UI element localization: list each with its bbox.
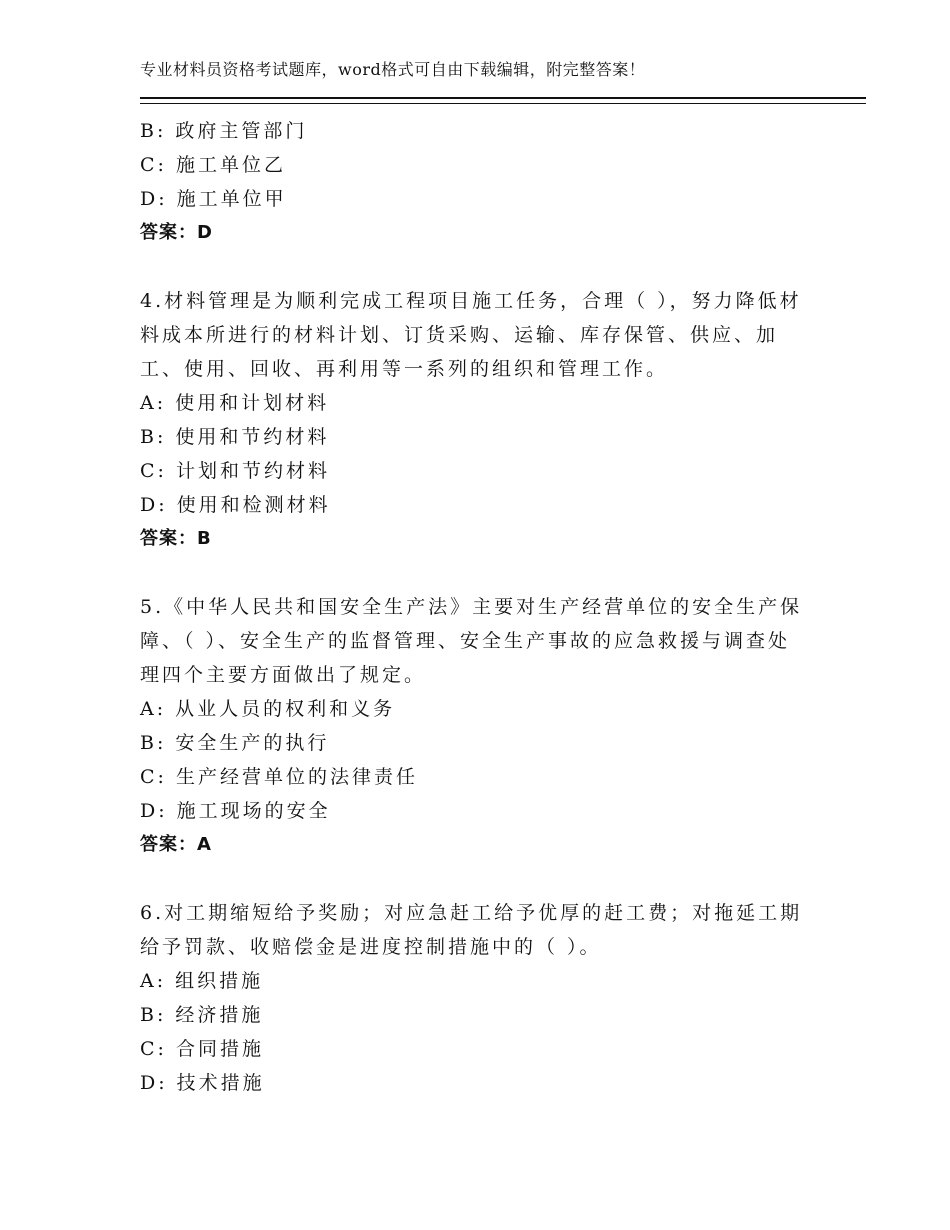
option-b: B: 使用和节约材料 [140, 426, 330, 448]
option-c: C: 计划和节约材料 [140, 460, 330, 482]
option-c: C: 生产经营单位的法律责任 [140, 766, 418, 788]
answer-line: 答案：D [140, 222, 213, 243]
option-c: C: 合同措施 [140, 1038, 264, 1060]
option-b: B: 经济措施 [140, 1004, 264, 1026]
answer-line: 答案：B [140, 528, 212, 549]
question-stem: 5.《中华人民共和国安全生产法》主要对生产经营单位的安全生产保障、（ ）、安全生产的监督管理、安全生产事故的应急救援与调查处理四个主要方面做出了规定。 [140, 596, 803, 686]
option-b: B: 安全生产的执行 [140, 732, 330, 754]
option-d: D: 施工单位甲 [140, 188, 287, 210]
page-header: 专业材料员资格考试题库，word格式可自由下载编辑，附完整答案！ [140, 60, 646, 79]
option-d: D: 技术措施 [140, 1072, 265, 1094]
option-b: B: 政府主管部门 [140, 120, 308, 142]
question-stem: 6.对工期缩短给予奖励；对应急赶工给予优厚的赶工费；对拖延工期给予罚款、收赔偿金是进度控制措施中的（ ）。 [140, 902, 803, 958]
question-block-6 [140, 896, 820, 1100]
question-stem: 4.材料管理是为顺利完成工程项目施工任务，合理（ ），努力降低材料成本所进行的材料计划、订货采购、运输、库存保管、供应、加工、使用、回收、再利用等一系列的组织和管理工作。 [140, 290, 802, 380]
question-block-partial [140, 114, 820, 250]
option-c: C: 施工单位乙 [140, 154, 286, 176]
spacer [140, 556, 820, 590]
option-a: A: 组织措施 [140, 970, 264, 992]
question-block-5 [140, 590, 820, 862]
option-a: A: 从业人员的权利和义务 [140, 698, 396, 720]
spacer [140, 862, 820, 896]
document-body [140, 114, 820, 1100]
spacer [140, 250, 820, 284]
answer-line: 答案：A [140, 834, 212, 855]
question-block-4 [140, 284, 820, 556]
header-divider [140, 97, 866, 104]
option-d: D: 施工现场的安全 [140, 800, 331, 822]
option-a: A: 使用和计划材料 [140, 392, 330, 414]
option-d: D: 使用和检测材料 [140, 494, 331, 516]
